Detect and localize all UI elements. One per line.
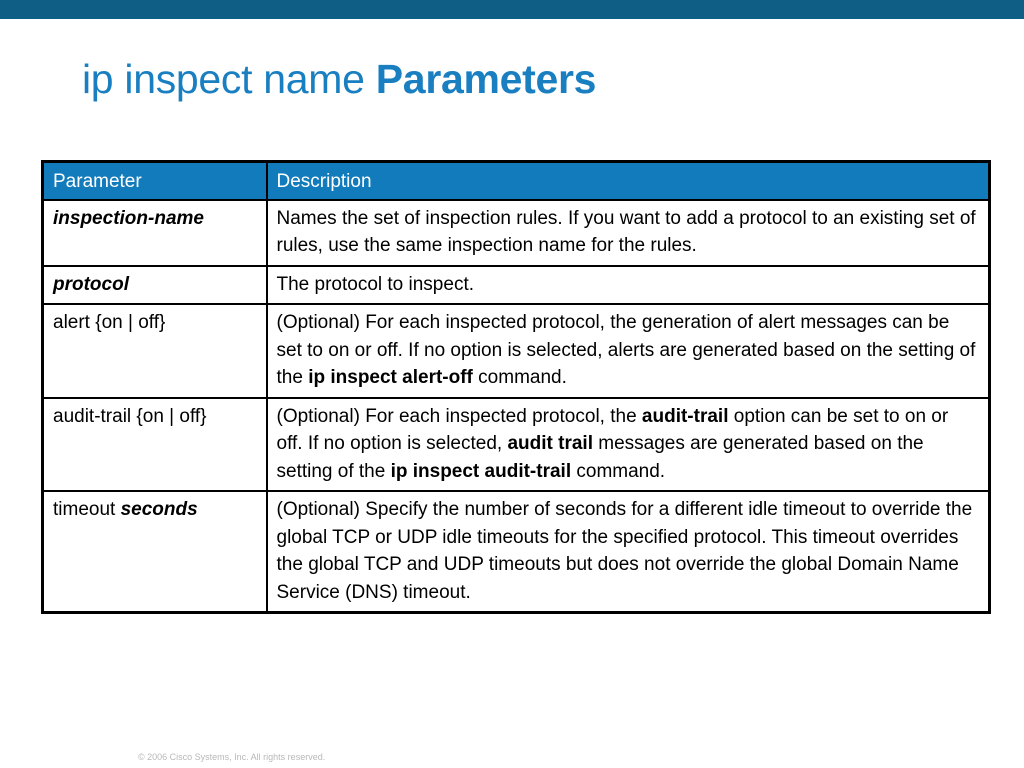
desc-text: Names the set of inspection rules. If you want to add a protocol to an existing set of rules, use the same inspection name for the rules. (276, 207, 976, 256)
header-description: Description (267, 162, 990, 200)
command-keyword: ip inspect audit-trail (390, 460, 572, 482)
param-text: inspection-name (53, 207, 204, 229)
title-normal-part: ip inspect name (82, 56, 376, 102)
param-text: timeout (53, 499, 121, 520)
copyright-footer: © 2006 Cisco Systems, Inc. All rights reserved. (138, 752, 326, 762)
table-row (43, 266, 990, 305)
desc-text: The protocol to inspect. (276, 273, 474, 295)
table-header-row (43, 162, 990, 200)
desc-text: messages are generated based on the setting of the (276, 433, 924, 482)
desc-text: (Optional) For each inspected protocol, the (276, 405, 642, 427)
table-row (43, 398, 990, 492)
description-cell (267, 304, 990, 398)
parameters-table (41, 160, 991, 614)
slide-title (82, 56, 596, 103)
param-text: audit-trail {on | off} (53, 405, 207, 427)
desc-text: option can be set to on or off. If no option is selected, (276, 405, 949, 454)
description-cell (267, 398, 990, 492)
header-parameter: Parameter (43, 162, 267, 200)
param-cell (43, 304, 267, 398)
param-text: alert {on | off} (53, 312, 166, 333)
param-cell (43, 200, 267, 266)
desc-text: command. (571, 460, 666, 482)
table-row (43, 304, 990, 398)
param-argument: seconds (120, 499, 198, 520)
desc-text: (Optional) Specify the number of seconds for a different idle timeout to override the global TCP or UDP idle timeouts for the specified protocol. This timeout overrides the global TCP and UDP timeouts but does not override the global Domain Name Service (DNS) timeout. (276, 499, 973, 603)
table-row (43, 491, 990, 613)
param-cell (43, 491, 267, 613)
param-cell (43, 266, 267, 305)
param-text: protocol (53, 273, 129, 295)
desc-text: command. (472, 367, 567, 388)
description-cell (267, 491, 990, 613)
param-cell (43, 398, 267, 492)
top-banner (0, 0, 1024, 19)
description-cell (267, 200, 990, 266)
table-row (43, 200, 990, 266)
description-cell (267, 266, 990, 305)
command-keyword: audit-trail (641, 405, 729, 427)
title-bold-part: Parameters (375, 56, 597, 102)
command-keyword: ip inspect alert-off (308, 367, 473, 388)
desc-text: (Optional) For each inspected protocol, the generation of alert messages can be set to on or off. If no option is selected, alerts are generated based on the setting of the (276, 312, 976, 388)
command-keyword: audit trail (507, 433, 593, 454)
